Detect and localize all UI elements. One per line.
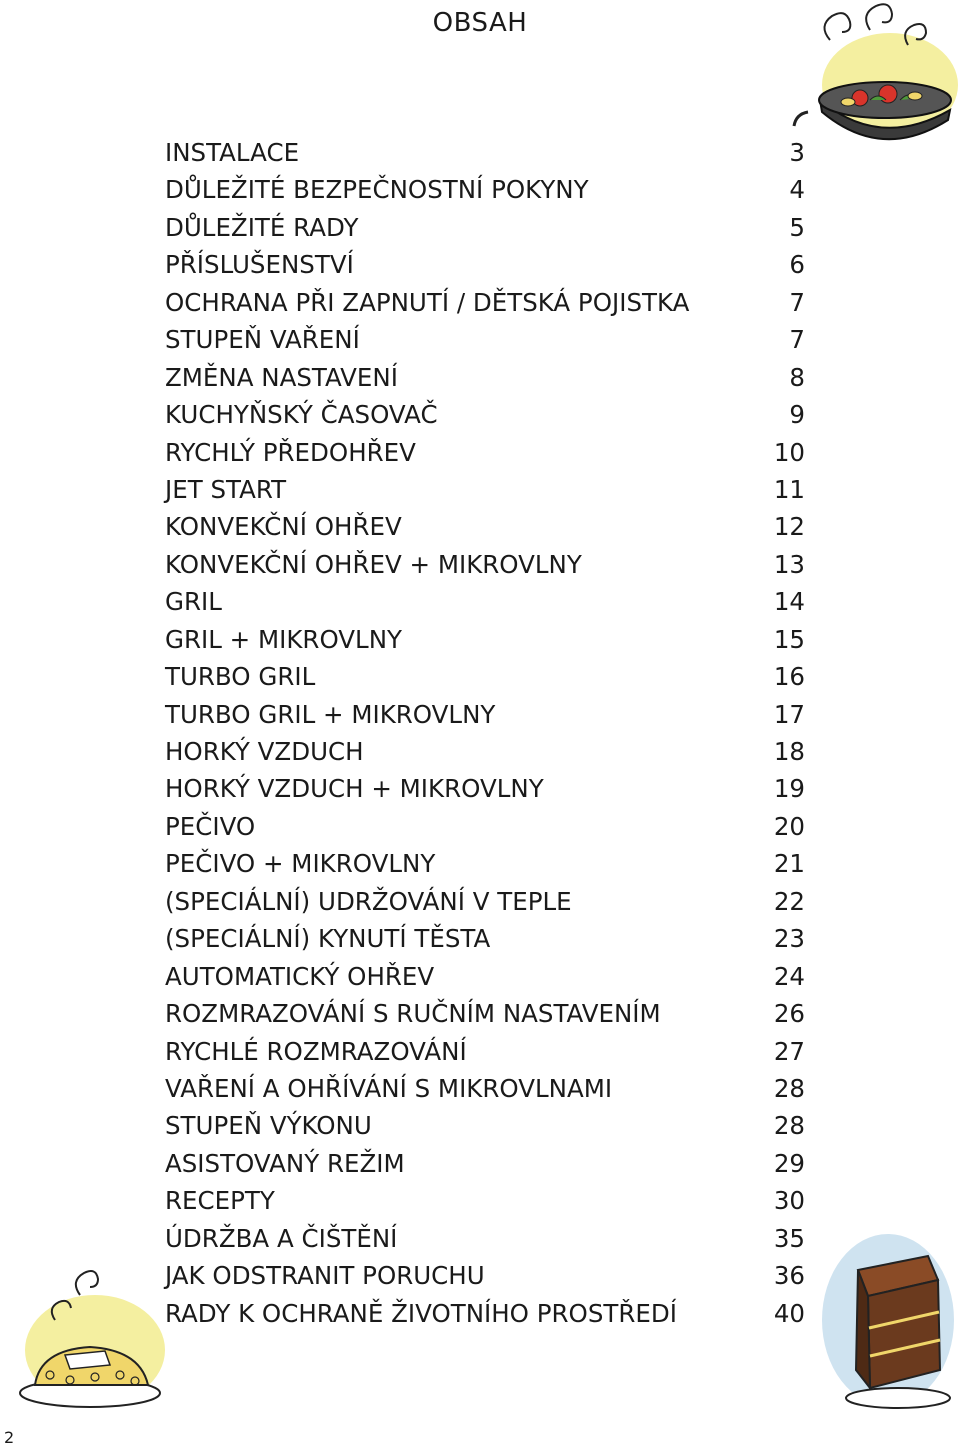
toc-entry-page: 35 [773,1223,805,1253]
toc-entry-title: DŮLEŽITÉ BEZPEČNOSTNÍ POKYNY [165,175,589,205]
toc-entry [165,696,805,733]
toc-entry [165,134,805,171]
toc-entry-title: AUTOMATICKÝ OHŘEV [165,961,435,991]
toc-entry-title: HORKÝ VZDUCH [165,737,364,766]
toc-entry [165,1182,805,1219]
toc-entry [165,920,805,957]
toc-entry-page: 14 [773,587,805,617]
toc-entry [165,883,805,920]
toc-entry-title: HORKÝ VZDUCH + MIKROVLNY [165,774,544,804]
cheese-slice [65,1351,110,1369]
toc-entry-title: ÚDRŽBA A ČIŠTĚNÍ [165,1223,398,1253]
toc-entry [165,583,805,620]
toc-entry-title: RECEPTY [165,1186,275,1216]
steam-swirl [824,13,850,40]
toc-entry-title: ZMĚNA NASTAVENÍ [165,362,398,392]
toc-entry-page: 4 [789,175,805,205]
toc-entry-title: INSTALACE [165,138,300,167]
toc-entry [165,396,805,433]
toc-entry-page: 3 [789,138,805,167]
toc-entry-page: 22 [773,886,805,916]
toc-entry-page: 30 [773,1186,805,1216]
toc-entry-title: GRIL [165,587,222,617]
toc-entry [165,1033,805,1070]
table-of-contents [165,134,805,1332]
toc-entry [165,621,805,658]
toc-entry-page: 10 [773,437,805,467]
toc-entry-title: ROZMRAZOVÁNÍ S RUČNÍM NASTAVENÍM [165,999,661,1029]
toc-entry-title: ASISTOVANÝ REŽIM [165,1148,405,1178]
toc-entry [165,1145,805,1182]
plate [846,1388,950,1408]
toc-entry-title: STUPEŇ VAŘENÍ [165,325,360,355]
frying-pan-illustration [790,0,960,160]
toc-entry-page: 17 [773,699,805,729]
toc-entry [165,434,805,471]
toc-entry-title: VAŘENÍ A OHŘÍVÁNÍ S MIKROVLNAMI [165,1073,613,1103]
toc-entry [165,808,805,845]
toc-entry-title: RYCHLÝ PŘEDOHŘEV [165,437,416,467]
toc-entry-page: 20 [773,811,805,841]
toc-entry-title: STUPEŇ VÝKONU [165,1111,372,1141]
toc-entry [165,359,805,396]
page-title: OBSAH [432,8,528,38]
toc-entry-page: 8 [789,362,805,392]
toc-entry [165,284,805,321]
toc-entry-title: KONVEKČNÍ OHŘEV [165,512,402,542]
steam-swirl [76,1271,98,1295]
toc-entry [165,958,805,995]
toc-entry [165,471,805,508]
toc-entry [165,658,805,695]
toc-entry-page: 21 [773,849,805,879]
toc-entry-page: 18 [773,737,805,766]
toc-entry [165,1220,805,1257]
toc-entry [165,1295,805,1332]
toc-entry-page: 15 [773,624,805,654]
toc-entry [165,321,805,358]
toc-entry [165,209,805,246]
pasta-dish-illustration [10,1255,170,1415]
page-number: 2 [4,1428,15,1447]
toc-entry [165,1257,805,1294]
toc-entry-title: OCHRANA PŘI ZAPNUTÍ / DĚTSKÁ POJISTKA [165,287,690,317]
food-piece [841,98,855,106]
toc-entry-title: KUCHYŇSKÝ ČASOVAČ [165,400,438,430]
toc-entry-title: (SPECIÁLNÍ) KYNUTÍ TĚSTA [165,924,491,954]
toc-entry [165,733,805,770]
toc-entry-page: 23 [773,924,805,954]
cake-slice-illustration [810,1220,960,1420]
toc-entry-page: 26 [773,999,805,1029]
toc-entry-page: 36 [773,1261,805,1291]
toc-entry [165,995,805,1032]
cake-side [868,1280,940,1388]
toc-entry-page: 13 [773,549,805,579]
toc-entry-title: PEČIVO + MIKROVLNY [165,849,436,879]
toc-entry-page: 6 [789,250,805,280]
toc-entry-title: TURBO GRIL [165,662,316,692]
toc-entry-title: RADY K OCHRANĚ ŽIVOTNÍHO PROSTŘEDÍ [165,1298,677,1328]
pepper-piece [879,85,897,103]
toc-entry-page: 24 [773,961,805,991]
toc-entry-title: DŮLEŽITÉ RADY [165,212,359,242]
toc-entry [165,171,805,208]
toc-entry-page: 12 [773,512,805,542]
toc-entry-page: 7 [789,325,805,355]
toc-entry [165,770,805,807]
toc-entry-title: PEČIVO [165,811,256,841]
toc-entry-title: RYCHLÉ ROZMRAZOVÁNÍ [165,1036,467,1066]
toc-entry [165,1070,805,1107]
toc-entry-page: 28 [773,1073,805,1103]
pan-handle [794,112,808,126]
toc-entry-page: 9 [789,400,805,430]
toc-entry-page: 27 [773,1036,805,1066]
toc-entry-page: 29 [773,1148,805,1178]
toc-entry [165,845,805,882]
toc-entry-page: 11 [773,474,805,504]
toc-entry [165,246,805,283]
toc-entry-page: 40 [773,1298,805,1328]
toc-entry [165,508,805,545]
food-piece [908,92,922,100]
toc-entry-page: 16 [773,662,805,692]
toc-entry-title: JAK ODSTRANIT PORUCHU [165,1261,485,1291]
toc-entry-title: JET START [165,474,287,504]
toc-entry-page: 19 [773,774,805,804]
toc-entry [165,546,805,583]
toc-entry-page: 7 [789,287,805,317]
toc-entry-title: GRIL + MIKROVLNY [165,624,402,654]
toc-entry-page: 28 [773,1111,805,1141]
toc-entry-title: TURBO GRIL + MIKROVLNY [165,699,496,729]
toc-entry-title: (SPECIÁLNÍ) UDRŽOVÁNÍ V TEPLE [165,886,572,916]
toc-entry-title: KONVEKČNÍ OHŘEV + MIKROVLNY [165,549,582,579]
toc-entry [165,1107,805,1144]
toc-entry-title: PŘÍSLUŠENSTVÍ [165,250,354,280]
steam-swirl [866,4,892,30]
toc-entry-page: 5 [789,212,805,242]
